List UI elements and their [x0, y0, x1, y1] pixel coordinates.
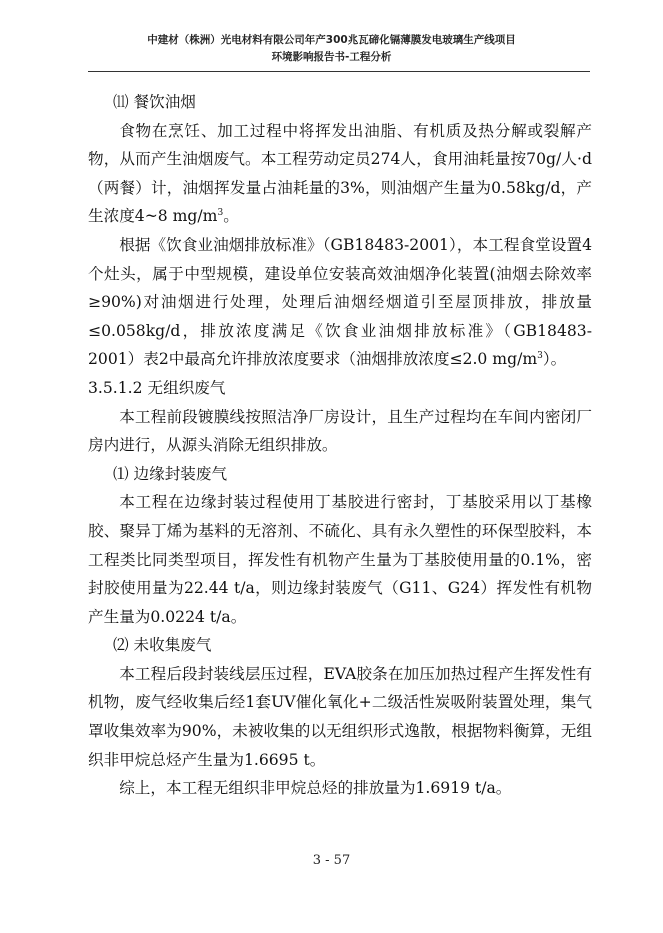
paragraph-text: 食物在烹饪、加工过程中将挥发出油脂、有机质及热分解或裂解产物，从而产生油烟废气。本工程劳动定员274人，食用油耗量按70g/人·d（两餐）计，油烟挥发量占油耗量的3%，则油烟产生量为0.58kg/d，产生浓度4~8 mg/m: [88, 121, 593, 226]
paragraph-uncollected-gas: 本工程后段封装线层压过程，EVA胶条在加压加热过程产生挥发性有机物，废气经收集后经1套UV催化氧化+二级活性炭吸附装置处理，集气罩收集效率为90%，未被收集的以无组织形式逸散，根据物料衡算，无组织非甲烷总烃产生量为1.6695 t。: [88, 664, 592, 769]
page-number: 3 - 57: [312, 853, 351, 868]
header-section-title: 环境影响报告书-工程分析: [271, 51, 392, 63]
superscript-3: 3: [217, 208, 224, 219]
paragraph-text-end: 。: [223, 207, 239, 226]
subheading-catering-fumes: ⑾ 餐饮油烟: [112, 93, 196, 111]
paragraph-summary: 综上，本工程无组织非甲烷总烃的排放量为1.6919 t/a。: [119, 779, 512, 798]
header-divider: [88, 71, 590, 72]
document-header: [0, 32, 663, 66]
subheading-edge-sealing: ⑴ 边缘封装废气: [112, 464, 228, 483]
paragraph-text-end: ）。: [542, 350, 567, 369]
section-heading-fugitive-emissions: 3.5.1.2 无组织废气: [88, 378, 226, 397]
paragraph-edge-sealing: 本工程在边缘封装过程使用丁基胶进行密封，丁基胶采用以丁基橡胶、聚异丁烯为基料的无溶剂、不硫化、具有永久塑性的环保型胶料，本工程类比同类型项目，挥发性有机物产生量为丁基胶使用量的0.1%，密封胶使用量为22.44 t/a，则边缘封装废气（G11、G24）挥发性有机物产生量为0.0224 t/a。: [88, 493, 592, 626]
paragraph-catering-fumes-generation: [88, 117, 592, 231]
header-project-title: 中建材（株洲）光电材料有限公司年产300兆瓦碲化镉薄膜发电玻璃生产线项目: [147, 34, 516, 46]
paragraph-cleanroom: 本工程前段镀膜线按照洁净厂房设计，且生产过程均在车间内密闭厂房内进行，从源头消除无组织排放。: [88, 407, 592, 455]
paragraph-catering-fumes-treatment: [88, 231, 592, 374]
subheading-uncollected-gas: ⑵ 未收集废气: [112, 636, 212, 655]
paragraph-text: 根据《饮食业油烟排放标准》（GB18483-2001），本工程食堂设置4个灶头，属于中型规模，建设单位安装高效油烟净化装置(油烟去除效率≥90%)对油烟进行处理，处理后油烟经烟道引至屋顶排放，排放量≤0.058kg/d，排放浓度满足《饮食业油烟排放标准》（GB18483-2001）表2中最高允许排放浓度要求（油烟排放浓度≤2.0 mg/m: [88, 235, 592, 369]
superscript-3: 3: [537, 351, 543, 362]
document-body: [88, 88, 592, 803]
